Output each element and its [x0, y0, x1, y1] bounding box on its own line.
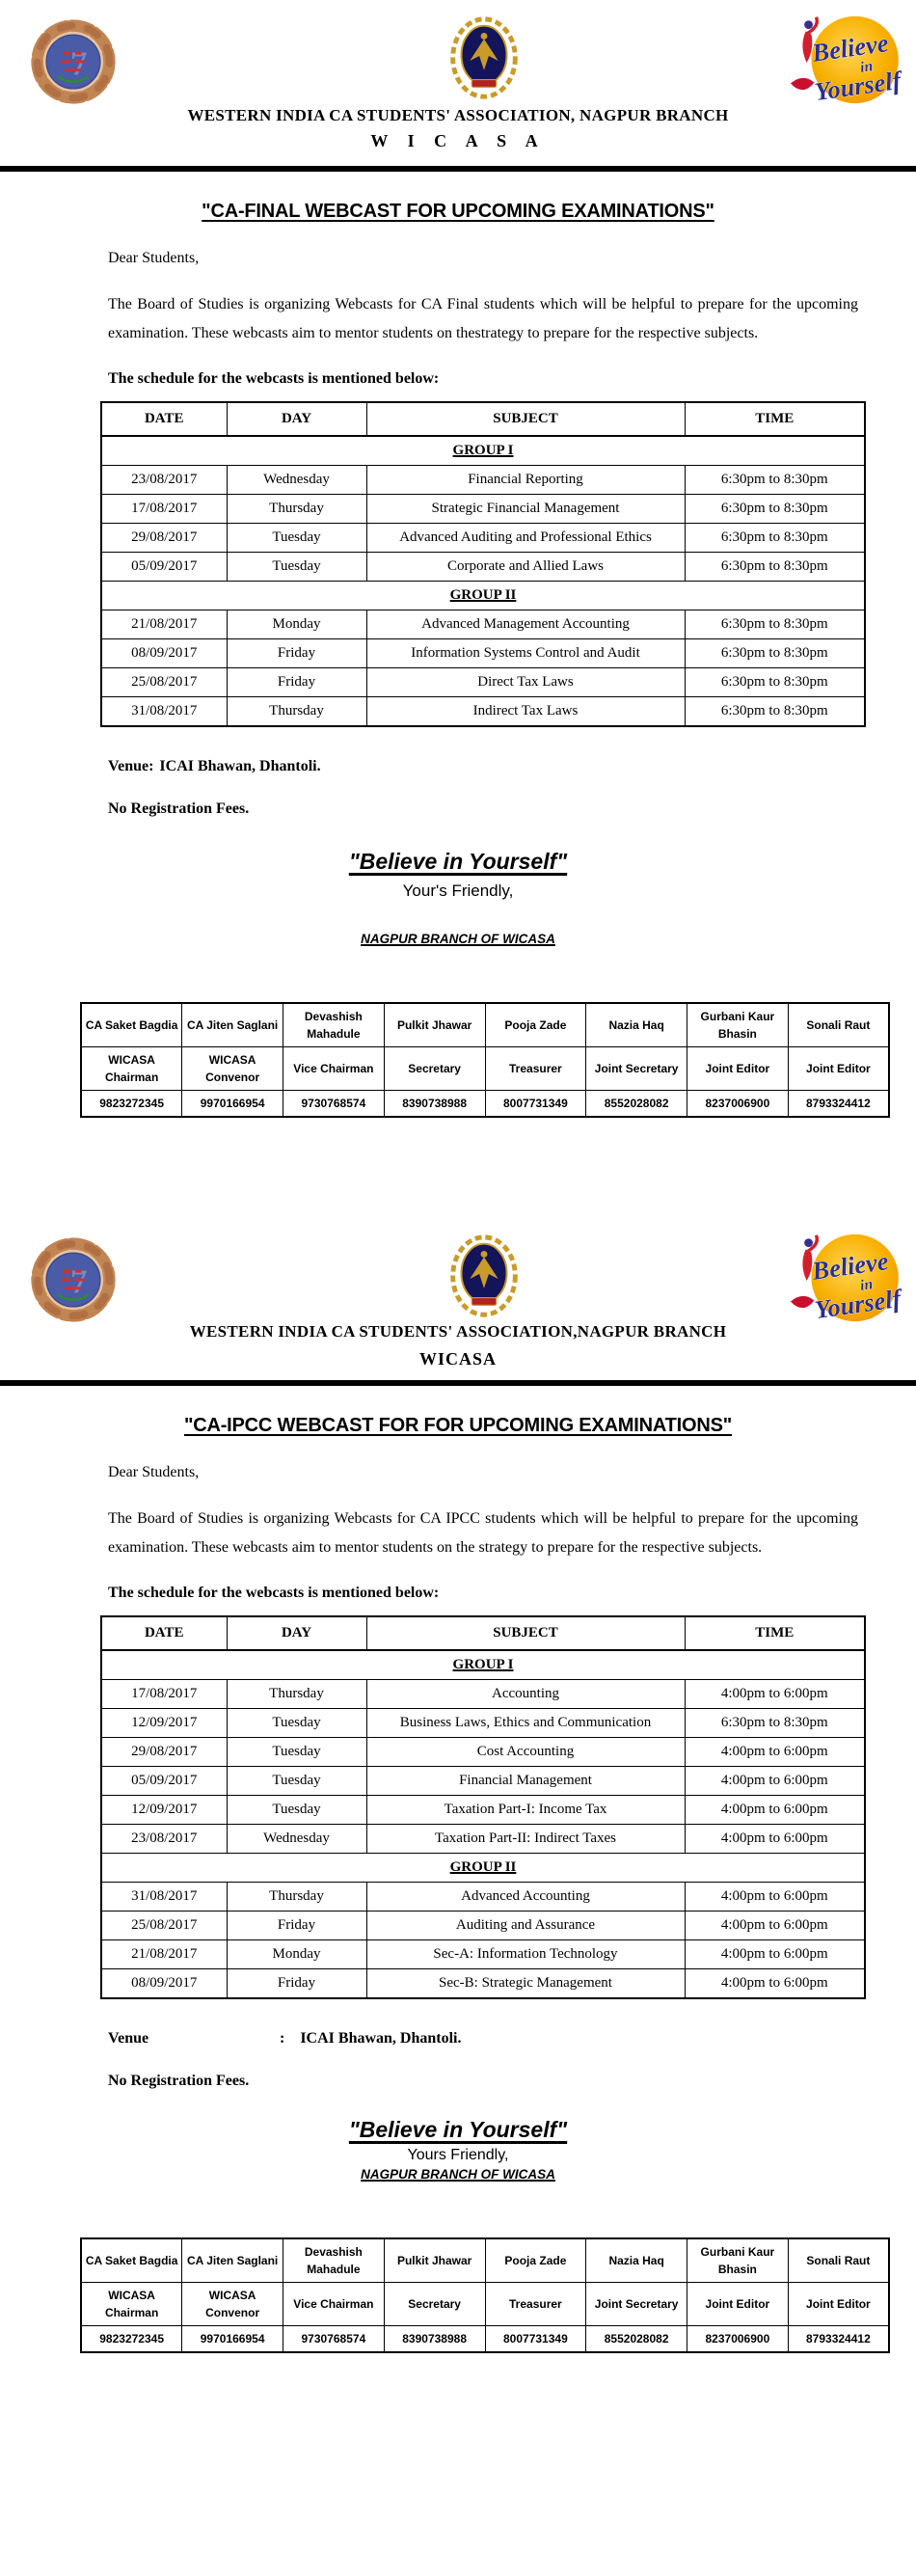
- section-title-text: "CA-IPCC WEBCAST FOR FOR UPCOMING EXAMINATIONS": [183, 1415, 733, 1437]
- schedule-table-head: [101, 402, 865, 436]
- contact-roles-row: [81, 1047, 889, 1091]
- cell-date: 17/08/2017: [101, 1680, 227, 1709]
- group-row: [101, 436, 865, 466]
- letter-body: [108, 1464, 858, 1602]
- contact-phone: 8552028082: [586, 1091, 687, 1118]
- letterhead-ca-ipcc: [0, 1208, 916, 1380]
- cell-time: 4:00pm to 6:00pm: [685, 1940, 865, 1969]
- cell-time: 4:00pm to 6:00pm: [685, 1767, 865, 1796]
- cell-day: Monday: [227, 610, 366, 639]
- cell-day: Tuesday: [227, 524, 366, 553]
- cell-subject: Direct Tax Laws: [366, 668, 685, 697]
- cell-time: 6:30pm to 8:30pm: [685, 668, 865, 697]
- contact-phone: 8007731349: [485, 2326, 586, 2353]
- col-header-subject: SUBJECT: [366, 402, 685, 436]
- group-row: [101, 1650, 865, 1680]
- cell-day: Tuesday: [227, 553, 366, 582]
- motto-quote: "Believe in Yourself": [348, 2117, 568, 2143]
- cell-time: 4:00pm to 6:00pm: [685, 1969, 865, 1999]
- cell-day: Thursday: [227, 1680, 366, 1709]
- contact-name: Pulkit Jhawar: [384, 1003, 485, 1047]
- cell-subject: Cost Accounting: [366, 1738, 685, 1767]
- contact-role: WICASA Convenor: [182, 1047, 283, 1091]
- cell-date: 08/09/2017: [101, 639, 227, 668]
- cell-date: 21/08/2017: [101, 610, 227, 639]
- section-title-ca-ipcc: [0, 1415, 916, 1437]
- cell-day: Tuesday: [227, 1767, 366, 1796]
- group-label: GROUP II: [449, 1859, 517, 1876]
- contact-name: Sonali Raut: [788, 2238, 889, 2283]
- cell-day: Friday: [227, 1912, 366, 1940]
- contact-phone: 9730768574: [283, 2326, 385, 2353]
- contact-phone: 8237006900: [687, 2326, 789, 2353]
- contact-name: Nazia Haq: [586, 1003, 687, 1047]
- contact-role: WICASA Chairman: [81, 1047, 182, 1091]
- cell-subject: Taxation Part-I: Income Tax: [366, 1796, 685, 1825]
- contact-names-row: [81, 1003, 889, 1047]
- schedule-row: [101, 553, 865, 582]
- contact-phones-row: [81, 1091, 889, 1118]
- cell-date: 31/08/2017: [101, 1883, 227, 1912]
- cell-subject: Corporate and Allied Laws: [366, 553, 685, 582]
- org-acronym: W I C A S A: [370, 131, 546, 150]
- cell-time: 4:00pm to 6:00pm: [685, 1883, 865, 1912]
- schedule-row: [101, 668, 865, 697]
- contact-name: CA Jiten Saglani: [182, 1003, 283, 1047]
- contacts-table-ca-ipcc: [80, 2237, 890, 2353]
- no-fees-line: No Registration Fees.: [108, 2073, 250, 2090]
- col-header-day: DAY: [227, 402, 366, 436]
- cell-day: Tuesday: [227, 1796, 366, 1825]
- contacts-body: [81, 2238, 889, 2352]
- schedule-table-head: [101, 1616, 865, 1650]
- cell-time: 6:30pm to 8:30pm: [685, 639, 865, 668]
- cell-time: 4:00pm to 6:00pm: [685, 1912, 865, 1940]
- greeting: Dear Students,: [108, 1464, 200, 1481]
- schedule-row: [101, 639, 865, 668]
- contact-role: Vice Chairman: [283, 2283, 385, 2326]
- contact-phone: 8793324412: [788, 2326, 889, 2353]
- schedule-row: [101, 1796, 865, 1825]
- cell-subject: Information Systems Control and Audit: [366, 639, 685, 668]
- cell-date: 25/08/2017: [101, 668, 227, 697]
- group-label: GROUP II: [449, 587, 517, 604]
- branch-signature: NAGPUR BRANCH OF WICASA: [361, 932, 555, 947]
- divider-rule: [0, 166, 916, 172]
- schedule-row: [101, 610, 865, 639]
- cell-day: Thursday: [227, 697, 366, 727]
- icai-emblem-logo: [445, 1230, 523, 1324]
- contact-phone: 8793324412: [788, 1091, 889, 1118]
- group-cell: [101, 436, 865, 466]
- cell-date: 17/08/2017: [101, 495, 227, 524]
- letter-footer: [108, 2030, 858, 2090]
- venue-label: Venue:: [108, 758, 154, 775]
- header-row: [101, 1616, 865, 1650]
- org-name: WESTERN INDIA CA STUDENTS' ASSOCIATION, NAGPUR BRANCH: [187, 106, 729, 124]
- signoff-line: Your's Friendly,: [402, 881, 514, 901]
- contact-name: Devashish Mahadule: [283, 2238, 385, 2283]
- contact-name: CA Jiten Saglani: [182, 2238, 283, 2283]
- hands-unity-logo: [27, 1234, 120, 1326]
- cell-subject: Taxation Part-II: Indirect Taxes: [366, 1825, 685, 1854]
- cell-time: 6:30pm to 8:30pm: [685, 495, 865, 524]
- cell-time: 6:30pm to 8:30pm: [685, 553, 865, 582]
- cell-time: 6:30pm to 8:30pm: [685, 1709, 865, 1738]
- cell-subject: Financial Management: [366, 1767, 685, 1796]
- group-row: [101, 1854, 865, 1883]
- contact-role: Joint Editor: [788, 1047, 889, 1091]
- venue-line: [108, 2030, 858, 2047]
- header-row: [101, 402, 865, 436]
- schedule-rows: [101, 1650, 865, 1998]
- group-cell: [101, 582, 865, 610]
- cell-subject: Sec-A: Information Technology: [366, 1940, 685, 1969]
- schedule-row: [101, 1825, 865, 1854]
- letter-footer: [108, 758, 858, 818]
- schedule-row: [101, 1912, 865, 1940]
- schedule-table-ca-final: [100, 401, 866, 727]
- contact-phone: 9970166954: [182, 1091, 283, 1118]
- icai-emblem-logo: [445, 12, 523, 106]
- cell-date: 29/08/2017: [101, 524, 227, 553]
- no-fees-line: No Registration Fees.: [108, 800, 250, 818]
- contact-phone: 8007731349: [485, 1091, 586, 1118]
- cell-time: 4:00pm to 6:00pm: [685, 1680, 865, 1709]
- org-name: WESTERN INDIA CA STUDENTS' ASSOCIATION,NAGPUR BRANCH: [189, 1322, 727, 1342]
- col-header-subject: SUBJECT: [366, 1616, 685, 1650]
- motto-quote: "Believe in Yourself": [348, 849, 568, 875]
- schedule-intro: The schedule for the webcasts is mentioned below:: [108, 1585, 440, 1602]
- contact-role: Secretary: [384, 1047, 485, 1091]
- contact-role: Joint Editor: [687, 1047, 789, 1091]
- contact-name: Devashish Mahadule: [283, 1003, 385, 1047]
- schedule-row: [101, 466, 865, 495]
- venue-label: Venue: [108, 2030, 149, 2047]
- cell-subject: Advanced Accounting: [366, 1883, 685, 1912]
- cell-subject: Auditing and Assurance: [366, 1912, 685, 1940]
- cell-date: 05/09/2017: [101, 1767, 227, 1796]
- cell-subject: Indirect Tax Laws: [366, 697, 685, 727]
- cell-day: Wednesday: [227, 466, 366, 495]
- contact-name: CA Saket Bagdia: [81, 1003, 182, 1047]
- contact-name: Pulkit Jhawar: [384, 2238, 485, 2283]
- cell-time: 4:00pm to 6:00pm: [685, 1738, 865, 1767]
- cell-date: 25/08/2017: [101, 1912, 227, 1940]
- schedule-table-ca-ipcc: [100, 1615, 866, 1999]
- cell-date: 05/09/2017: [101, 553, 227, 582]
- branch-signature: NAGPUR BRANCH OF WICASA: [361, 2167, 555, 2183]
- believe-in-yourself-logo: [769, 8, 906, 112]
- contact-names-row: [81, 2238, 889, 2283]
- group-label: GROUP I: [452, 443, 514, 459]
- schedule-row: [101, 1969, 865, 1999]
- greeting: Dear Students,: [108, 250, 200, 266]
- col-header-date: DATE: [101, 1616, 227, 1650]
- contact-name: Sonali Raut: [788, 1003, 889, 1047]
- section-title-text: "CA-FINAL WEBCAST FOR UPCOMING EXAMINATIONS": [202, 201, 714, 222]
- col-header-date: DATE: [101, 402, 227, 436]
- cell-subject: Financial Reporting: [366, 466, 685, 495]
- cell-day: Thursday: [227, 495, 366, 524]
- cell-day: Friday: [227, 668, 366, 697]
- contact-phone: 9823272345: [81, 2326, 182, 2353]
- venue-value: ICAI Bhawan, Dhantoli.: [159, 758, 321, 775]
- cell-day: Thursday: [227, 1883, 366, 1912]
- cell-date: 23/08/2017: [101, 466, 227, 495]
- contacts-table-ca-final: [80, 1002, 890, 1118]
- letter-body: [108, 250, 858, 388]
- cell-date: 12/09/2017: [101, 1796, 227, 1825]
- contact-role: Joint Editor: [687, 2283, 789, 2326]
- group-label: GROUP I: [452, 1657, 514, 1673]
- venue-colon: :: [280, 2030, 285, 2047]
- schedule-rows: [101, 436, 865, 726]
- contact-phone: 8390738988: [384, 2326, 485, 2353]
- contact-name: Gurbani Kaur Bhasin: [687, 2238, 789, 2283]
- cell-day: Friday: [227, 639, 366, 668]
- section-title-ca-final: [0, 201, 916, 223]
- contact-role: Joint Secretary: [586, 1047, 687, 1091]
- schedule-row: [101, 1738, 865, 1767]
- cell-subject: Advanced Auditing and Professional Ethics: [366, 524, 685, 553]
- contact-name: Pooja Zade: [485, 1003, 586, 1047]
- contact-role: Vice Chairman: [283, 1047, 385, 1091]
- cell-date: 23/08/2017: [101, 1825, 227, 1854]
- cell-time: 6:30pm to 8:30pm: [685, 466, 865, 495]
- col-header-day: DAY: [227, 1616, 366, 1650]
- schedule-row: [101, 1680, 865, 1709]
- cell-day: Wednesday: [227, 1825, 366, 1854]
- col-header-time: TIME: [685, 402, 865, 436]
- venue-value: ICAI Bhawan, Dhantoli.: [300, 2030, 462, 2047]
- cell-day: Tuesday: [227, 1738, 366, 1767]
- org-acronym: WICASA: [418, 1349, 497, 1369]
- cell-time: 6:30pm to 8:30pm: [685, 697, 865, 727]
- contact-name: Gurbani Kaur Bhasin: [687, 1003, 789, 1047]
- group-cell: [101, 1650, 865, 1680]
- cell-time: 4:00pm to 6:00pm: [685, 1796, 865, 1825]
- col-header-time: TIME: [685, 1616, 865, 1650]
- contact-role: Joint Secretary: [586, 2283, 687, 2326]
- schedule-row: [101, 495, 865, 524]
- cell-day: Monday: [227, 1940, 366, 1969]
- contact-role: Treasurer: [485, 1047, 586, 1091]
- cell-time: 4:00pm to 6:00pm: [685, 1825, 865, 1854]
- schedule-intro: The schedule for the webcasts is mentioned below:: [108, 370, 440, 388]
- contact-phone: 9970166954: [182, 2326, 283, 2353]
- group-row: [101, 582, 865, 610]
- cell-day: Tuesday: [227, 1709, 366, 1738]
- schedule-row: [101, 1709, 865, 1738]
- cell-subject: Advanced Management Accounting: [366, 610, 685, 639]
- venue-line: [108, 758, 858, 775]
- contact-role: Joint Editor: [788, 2283, 889, 2326]
- letterhead-ca-final: [0, 0, 916, 166]
- contact-phone: 8237006900: [687, 1091, 789, 1118]
- intro-paragraph: The Board of Studies is organizing Webcasts for CA Final students which will be helpful to prepare for the upcoming examination. These webcasts aim to mentor students on thestrategy to prepare for the respective subjects.: [108, 296, 858, 341]
- contact-name: Nazia Haq: [586, 2238, 687, 2283]
- cell-date: 31/08/2017: [101, 697, 227, 727]
- cell-day: Friday: [227, 1969, 366, 1999]
- schedule-row: [101, 1767, 865, 1796]
- cell-date: 29/08/2017: [101, 1738, 227, 1767]
- cell-date: 21/08/2017: [101, 1940, 227, 1969]
- cell-time: 6:30pm to 8:30pm: [685, 524, 865, 553]
- contact-roles-row: [81, 2283, 889, 2326]
- cell-subject: Sec-B: Strategic Management: [366, 1969, 685, 1999]
- divider-rule: [0, 1380, 916, 1386]
- contact-role: WICASA Convenor: [182, 2283, 283, 2326]
- schedule-row: [101, 524, 865, 553]
- intro-paragraph: The Board of Studies is organizing Webcasts for CA IPCC students which will be helpful to prepare for the upcoming examination. These webcasts aim to mentor students on the strategy to prepare for the respective subjects.: [108, 1510, 858, 1556]
- schedule-row: [101, 1940, 865, 1969]
- contact-phone: 9730768574: [283, 1091, 385, 1118]
- cell-subject: Accounting: [366, 1680, 685, 1709]
- contact-phones-row: [81, 2326, 889, 2353]
- hands-unity-logo: [27, 15, 120, 108]
- cell-subject: Business Laws, Ethics and Communication: [366, 1709, 685, 1738]
- schedule-row: [101, 697, 865, 727]
- contact-phone: 8390738988: [384, 1091, 485, 1118]
- group-cell: [101, 1854, 865, 1883]
- signoff-line: Yours Friendly,: [407, 2147, 509, 2164]
- cell-date: 08/09/2017: [101, 1969, 227, 1999]
- cell-subject: Strategic Financial Management: [366, 495, 685, 524]
- contact-name: Pooja Zade: [485, 2238, 586, 2283]
- contact-name: CA Saket Bagdia: [81, 2238, 182, 2283]
- contact-phone: 9823272345: [81, 1091, 182, 1118]
- contact-role: Treasurer: [485, 2283, 586, 2326]
- contact-phone: 8552028082: [586, 2326, 687, 2353]
- cell-time: 6:30pm to 8:30pm: [685, 610, 865, 639]
- schedule-row: [101, 1883, 865, 1912]
- contact-role: Secretary: [384, 2283, 485, 2326]
- cell-date: 12/09/2017: [101, 1709, 227, 1738]
- believe-in-yourself-logo: [769, 1226, 906, 1330]
- contacts-body: [81, 1003, 889, 1117]
- contact-role: WICASA Chairman: [81, 2283, 182, 2326]
